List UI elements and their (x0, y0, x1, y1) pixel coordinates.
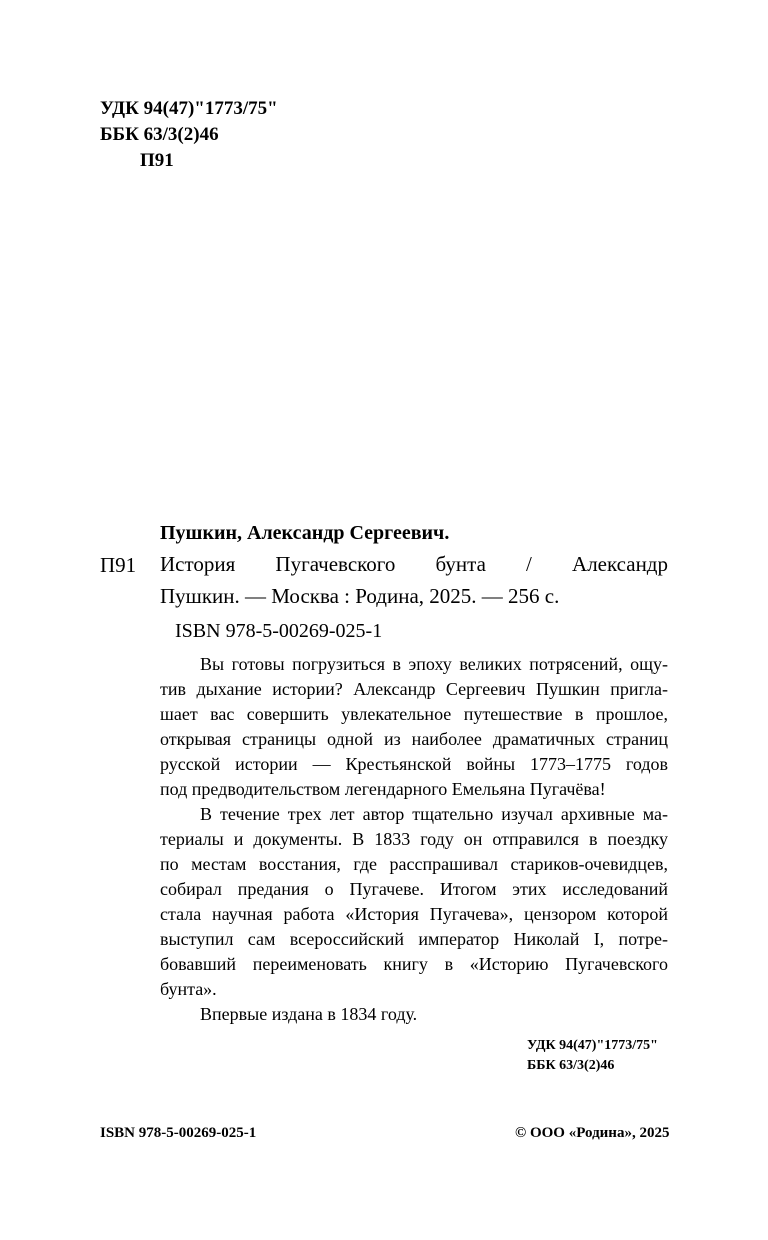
annotation-line: по местам восстания, где расспрашивал стариков-очевидцев, (160, 854, 668, 874)
footer-isbn: ISBN 978-5-00269-025-1 (100, 1125, 257, 1141)
annotation-line: под предводительством легендарного Емельяна Пугачёва! (160, 779, 606, 799)
bbk-code-bottom: ББК 63/3(2)46 (527, 1058, 615, 1073)
footer-copyright: © ООО «Родина», 2025 (515, 1125, 670, 1141)
record-author-mark: П91 (100, 553, 137, 577)
title-line: Пушкин. — Москва : Родина, 2025. — 256 с. (160, 584, 560, 608)
annotation-line: бовавший переименовать книгу в «Историю Пугачевского (160, 954, 668, 974)
annotation-line: шает вас совершить увлекательное путешествие в прошлое, (160, 704, 668, 724)
annotation-line: открывая страницы одной из наиболее драматичных страниц (160, 729, 668, 749)
annotation-line: В течение трех лет автор тщательно изучал архивные ма- (200, 804, 668, 824)
annotation-line: бунта». (160, 979, 217, 999)
annotation-paragraph (160, 1002, 668, 1027)
annotation-line: стала научная работа «История Пугачева», цензором которой (160, 904, 668, 924)
title-line: История Пугачевского бунта / Александр (160, 552, 668, 576)
record-title (160, 548, 668, 612)
annotation-line: выступил сам всероссийский император Николай I, потре- (160, 929, 668, 949)
udk-code-bottom: УДК 94(47)"1773/75" (527, 1038, 658, 1053)
record-isbn: ISBN 978-5-00269-025-1 (175, 620, 383, 642)
annotation-line: собирал предания о Пугачеве. Итогом этих исследований (160, 879, 668, 899)
annotation (160, 652, 668, 1027)
annotation-paragraph (160, 652, 668, 802)
annotation-line: тив дыхание истории? Александр Сергеевич Пушкин пригла- (160, 679, 668, 699)
bbk-code: ББК 63/3(2)46 (100, 124, 219, 145)
annotation-line: Вы готовы погрузиться в эпоху великих потрясений, ощу- (200, 654, 668, 674)
annotation-line: териалы и документы. В 1833 году он отправился в поездку (160, 829, 668, 849)
annotation-line: русской истории — Крестьянской войны 1773–1775 годов (160, 754, 668, 774)
classification-block-top (100, 96, 278, 174)
annotation-line: Впервые издана в 1834 году. (200, 1004, 418, 1024)
classification-block-bottom (527, 1036, 658, 1076)
udk-code: УДК 94(47)"1773/75" (100, 98, 278, 119)
author-mark: П91 (140, 150, 174, 171)
record-author: Пушкин, Александр Сергеевич. (160, 522, 450, 544)
annotation-paragraph (160, 802, 668, 1002)
